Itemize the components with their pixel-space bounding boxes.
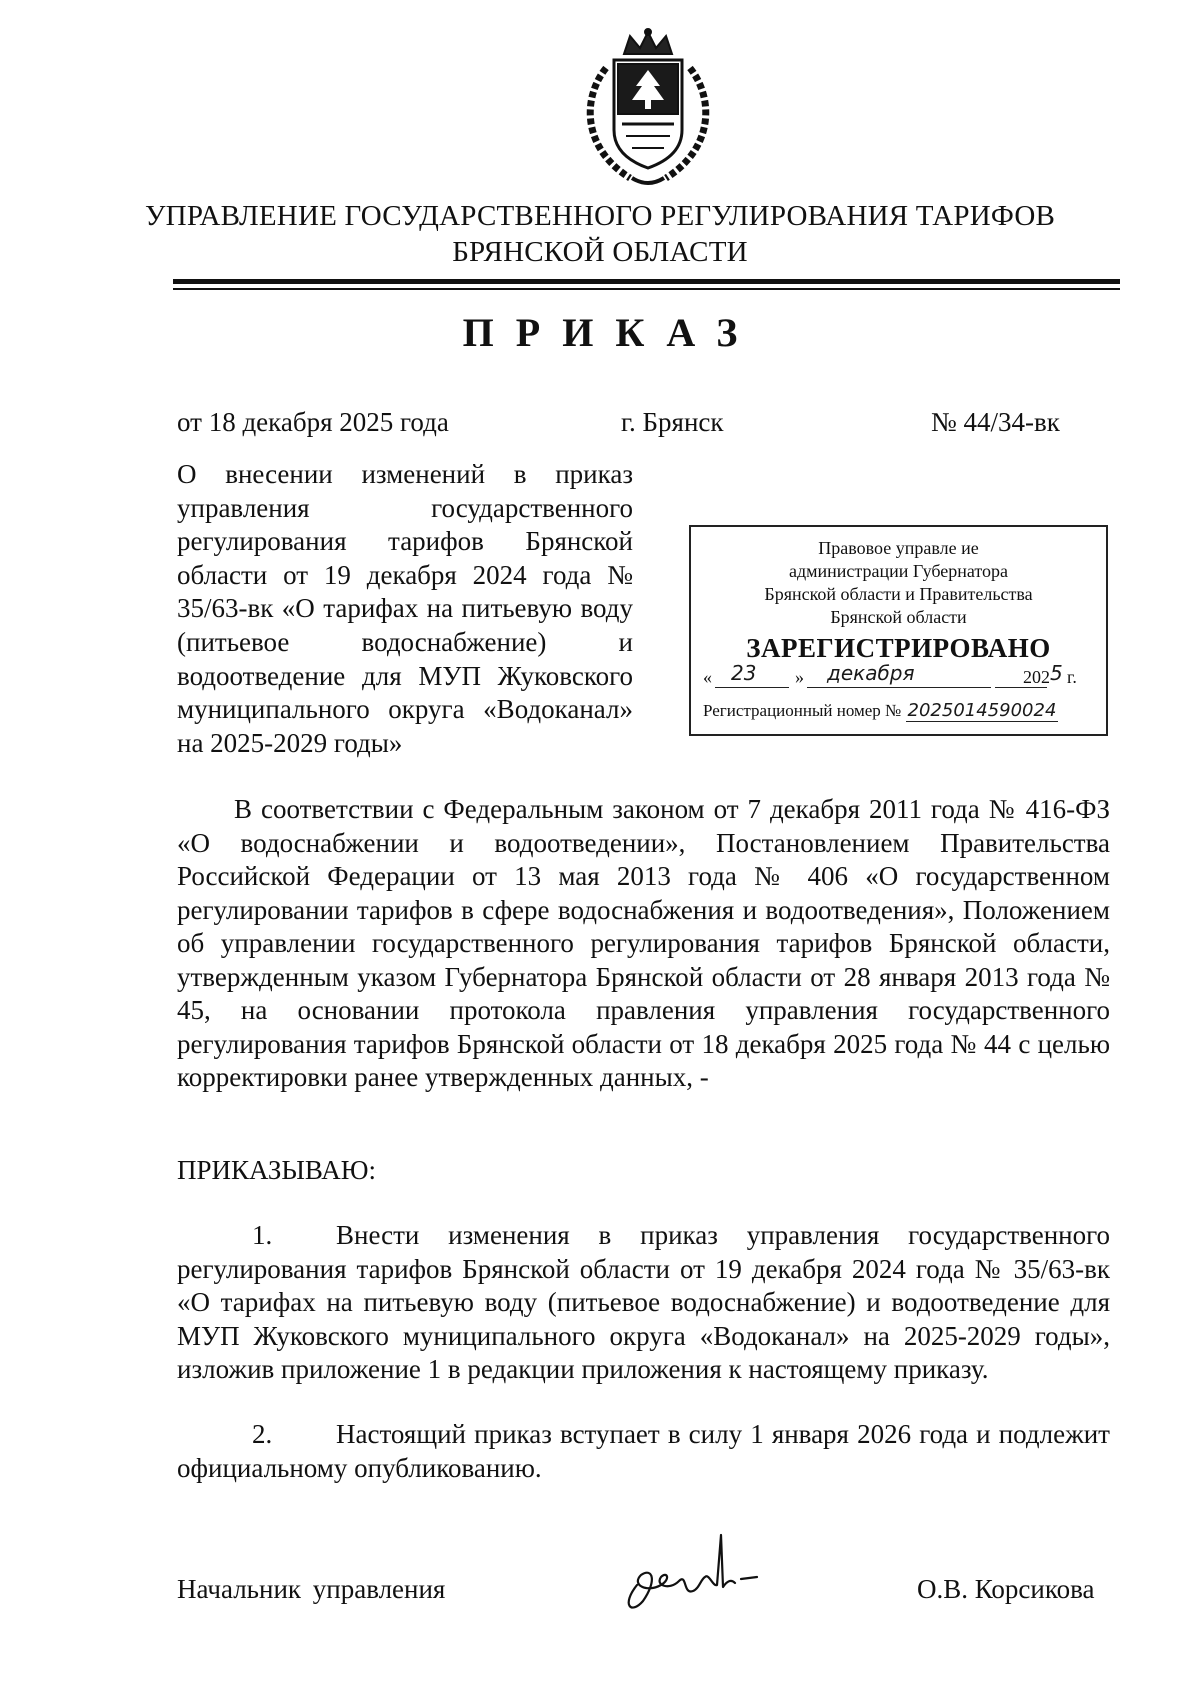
signatory-role: Начальник управления: [177, 1574, 446, 1604]
decree-heading: ПРИКАЗЫВАЮ:: [177, 1155, 376, 1185]
stamp-date-row: [703, 663, 1096, 693]
stamp-quote-close: »: [795, 667, 804, 687]
order-date: от 18 декабря 2025 года: [177, 407, 449, 437]
order-subject: О внесении изменений в приказ управления государственного регулирования тарифов Брянской области от 19 декабря 2024 года № 35/63-вк «О тарифах на питьевую воду (питьевое водоснабжение) и водоотведение для МУП Жуковского муниципального округа «Водоканал» на 2025-2029 годы»: [177, 459, 633, 758]
stamp-line3: Брянской области и Правительства: [764, 584, 1033, 604]
document-type-title: ПРИКАЗ: [462, 310, 760, 355]
header-divider-thin: [173, 288, 1120, 290]
stamp-regnum-value: 2025014590024: [907, 700, 1057, 721]
stamp-registered-label: ЗАРЕГИСТРИРОВАНО: [746, 633, 1051, 663]
stamp-year-unit: г.: [1067, 667, 1077, 687]
stamp-year-suffix: 5: [1050, 661, 1063, 685]
stamp-month: декабря: [827, 661, 915, 685]
organization-name-line1: УПРАВЛЕНИЕ ГОСУДАРСТВЕННОГО РЕГУЛИРОВАНИЯ ТАРИФОВ: [144, 200, 1056, 232]
stamp-day: 23: [731, 661, 757, 685]
stamp-year-prefix: 202: [1023, 667, 1050, 687]
stamp-regnum-row: [703, 700, 1098, 728]
handwritten-signature-icon: [617, 1515, 767, 1625]
stamp-regnum-label: Регистрационный номер №: [703, 701, 902, 720]
preamble-paragraph: В соответствии с Федеральным законом от 7 декабря 2011 года № 416-ФЗ «О водоснабжении и водоотведении», Постановлением Правительства Российской Федерации от 13 мая 2013 года № 406 «О государственном регулировании тарифов в сфере водоснабжения и водоотведения», Положением об управлении государственного регулирования тарифов Брянской области, утвержденным указом Губернатора Брянской области от 28 января 2013 года № 45, на основании протокола правления управления государственного регулирования тарифов Брянской области от 18 декабря 2025 года № 44 с целью корректировки ранее утвержденных данных, -: [177, 794, 1110, 1092]
stamp-line2: администрации Губернатора: [788, 561, 1009, 581]
order-city: г. Брянск: [621, 407, 724, 437]
stamp-quote-open: «: [703, 667, 712, 687]
organization-name-line2: БРЯНСКОЙ ОБЛАСТИ: [452, 236, 748, 268]
order-item-text: Внести изменения в приказ управления государственного регулирования тарифов Брянской области от 19 декабря 2024 года № 35/63-вк «О тарифах на питьевую воду (питьевое водоснабжение) и водоотведение для МУП Жуковского муниципального округа «Водоканал» на 2025-2029 годы», изложив приложение 1 в редакции приложения к настоящему приказу.: [177, 1220, 1110, 1385]
header-divider-thick: [173, 279, 1120, 284]
registration-stamp: [689, 525, 1108, 736]
coat-of-arms-icon: [572, 28, 724, 193]
order-item: [177, 1219, 1110, 1387]
stamp-line4: Брянской области: [830, 607, 967, 627]
order-item-text: Настоящий приказ вступает в силу 1 января 2026 года и подлежит официальному опубликованию.: [177, 1419, 1110, 1483]
order-number: № 44/34-вк: [931, 407, 1060, 437]
order-item-number: 2.: [252, 1419, 273, 1449]
signatory-name: О.В. Корсикова: [917, 1574, 1095, 1604]
order-item: [177, 1418, 1110, 1485]
stamp-line1: Правовое управле ие: [818, 538, 979, 558]
order-item-number: 1.: [252, 1220, 273, 1250]
